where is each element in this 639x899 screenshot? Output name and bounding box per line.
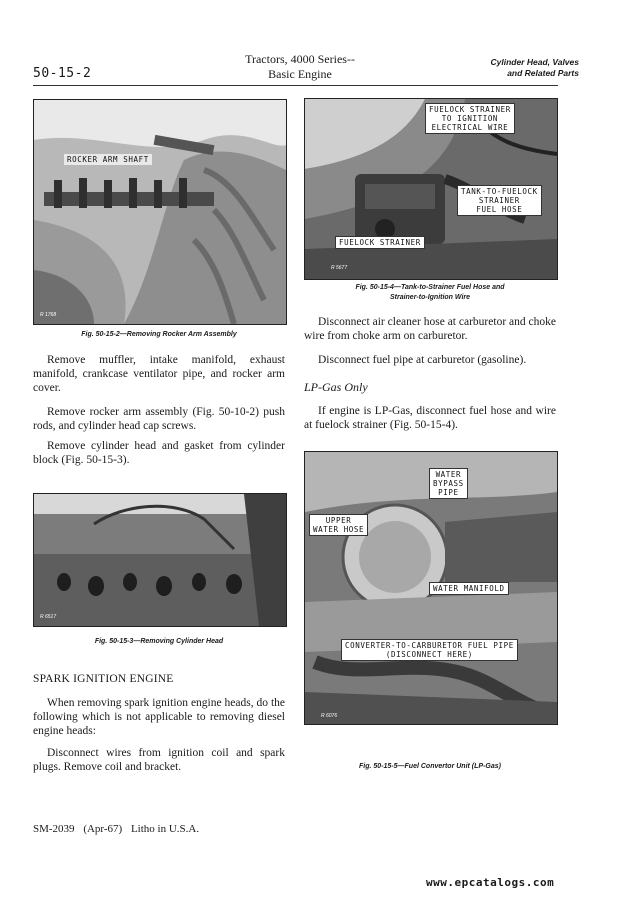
figure-cylinder-head-photo <box>33 493 287 627</box>
figure-ref-number: R 5677 <box>331 265 348 271</box>
label-water-manifold: WATER MANIFOLD <box>429 582 509 595</box>
figure-ref-number: R 6076 <box>321 713 338 719</box>
figure-rocker-arm-photo <box>33 99 287 325</box>
paragraph-disconnect-fuel-pipe: Disconnect fuel pipe at carburetor (gasoline). <box>318 354 527 366</box>
paragraph-remove-rocker-arm: Remove rocker arm assembly (Fig. 50-10-2) push rods, and cylinder head cap screws. <box>33 406 285 432</box>
figure-caption-fuel-converter: Fig. 50-15-5—Fuel Convertor Unit (LP-Gas) <box>359 763 501 770</box>
figure-caption-cylinder-head: Fig. 50-15-3—Removing Cylinder Head <box>94 638 224 645</box>
header-title-line1: Tractors, 4000 Series-- <box>245 52 355 66</box>
header-subject-line1: Cylinder Head, Valves <box>490 57 579 67</box>
figure-caption-fuelock-line1: Fig. 50-15-4—Tank-to-Strainer Fuel Hose and <box>355 284 505 291</box>
footer-line <box>33 823 199 835</box>
figure-caption-fuelock-line2: Strainer-to-Ignition Wire <box>389 294 471 301</box>
subheading-lp-gas: LP-Gas Only <box>304 380 368 394</box>
footer-date: (Apr-67) <box>83 823 123 835</box>
paragraph-disconnect-wires: Disconnect wires from ignition coil and spark plugs. Remove coil and bracket. <box>33 747 285 773</box>
rocker-arm-shaft-label: ROCKER ARM SHAFT <box>64 154 152 165</box>
figure-fuel-converter-photo <box>304 451 558 725</box>
label-converter-to-carburetor-pipe: CONVERTER-TO-CARBURETOR FUEL PIPE (DISCONNECT HERE) <box>341 639 518 661</box>
label-fuelock-strainer: FUELOCK STRAINER <box>335 236 425 249</box>
header-subject-line2: and Related Parts <box>507 68 579 78</box>
figure-ref-number: R 6517 <box>40 614 57 620</box>
section-number: 50-15-2 <box>33 66 92 81</box>
watermark-text[interactable]: www.epcatalogs.com <box>426 876 555 889</box>
footer-code: SM-2039 <box>33 823 75 835</box>
figure-fuelock-strainer-photo <box>304 98 558 280</box>
label-fuelock-strainer-to-ignition-wire: FUELOCK STRAINER TO IGNITION ELECTRICAL WIRE <box>425 103 515 134</box>
header-rule <box>33 85 558 86</box>
label-upper-water-hose: UPPER WATER HOSE <box>309 514 368 536</box>
figure-caption-rocker-arm: Fig. 50-15-2—Removing Rocker Arm Assembly <box>81 331 237 338</box>
paragraph-remove-muffler: Remove muffler, intake manifold, exhaust manifold, crankcase ventilator pipe, and rocker arm cover. <box>33 354 285 394</box>
footer-litho: Litho in U.S.A. <box>130 823 200 835</box>
figure-ref-number: R 1768 <box>40 312 57 318</box>
paragraph-disconnect-air-cleaner: Disconnect air cleaner hose at carburetor and choke wire from choke arm on carburetor. <box>304 316 556 342</box>
header-title-line2: Basic Engine <box>268 67 332 81</box>
label-water-bypass-pipe: WATER BYPASS PIPE <box>429 468 468 499</box>
label-tank-to-fuelock-strainer-hose: TANK-TO-FUELOCK STRAINER FUEL HOSE <box>457 185 542 216</box>
paragraph-lp-gas-disconnect: If engine is LP-Gas, disconnect fuel hose and wire at fuelock strainer (Fig. 50-15-4). <box>304 405 556 431</box>
paragraph-spark-ignition-intro: When removing spark ignition engine heads, do the following which is not applicable to removing diesel engine heads: <box>33 697 285 737</box>
section-heading-spark-ignition: SPARK IGNITION ENGINE <box>33 673 174 685</box>
paragraph-remove-cylinder-head: Remove cylinder head and gasket from cylinder block (Fig. 50-15-3). <box>33 440 285 466</box>
